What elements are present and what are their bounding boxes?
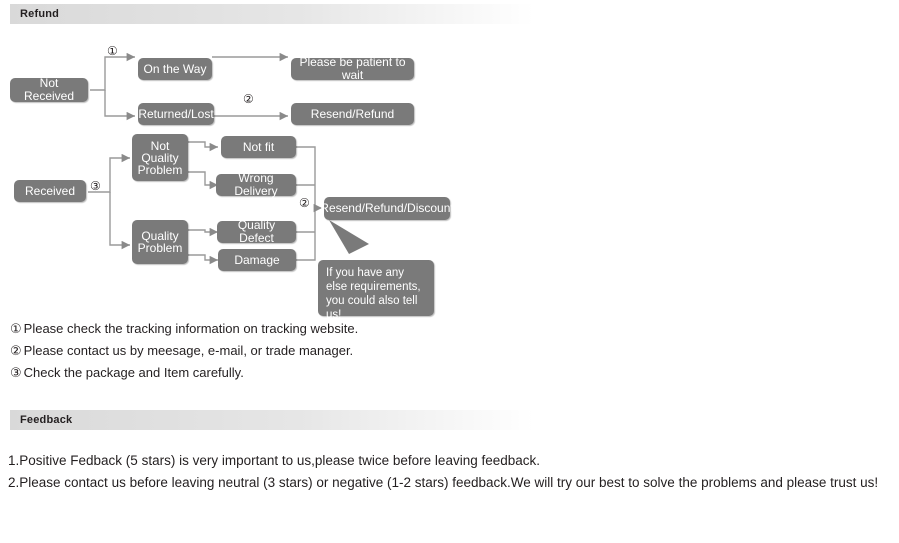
node-wrong-delivery [216,171,296,198]
marker-one: ① [107,44,118,58]
feedback-line-2: 2.Please contact us before leaving neutral (3 stars) or negative (1-2 stars) feedback.We will try our best to solve the problems and please trust us! [8,475,879,490]
node-please-be-patient [291,55,414,82]
node-label: Received [24,183,76,198]
node-damage [218,249,296,271]
note-text: Please contact us by meesage, e-mail, or trade manager. [23,343,354,358]
node-label: Resend/Refund/Discount [320,201,454,215]
note-item [10,318,530,340]
node-label: Not Quality Problem [137,138,183,177]
node-label: Not fit [242,139,275,154]
note-marker: ③ [10,366,22,381]
node-quality-problem [132,220,188,264]
feedback-line-1: 1.Positive Fedback (5 stars) is very important to us,please twice before leaving feedback. [8,453,541,468]
node-received [14,180,86,202]
callout-extra-requirements: If you have any else requirements, you could also tell us! [318,260,434,316]
callout-pointer [325,218,385,258]
refund-notes-list [10,318,530,384]
node-resend-refund [291,103,414,125]
marker-two-top: ② [243,92,254,106]
node-quality-defect [217,218,296,245]
refund-flow-diagram [0,30,560,320]
node-not-received [10,78,88,102]
node-returned-lost [138,103,214,125]
node-label: Quality Defect [237,218,276,245]
refund-section-title: Refund [20,8,60,20]
note-text: Check the package and Item carefully. [23,365,244,380]
node-resend-refund-discount [320,197,454,220]
node-label: On the Way [143,61,207,76]
feedback-section-title: Feedback [20,414,73,426]
feedback-section-header [10,410,534,430]
note-item [10,362,530,384]
node-on-the-way [138,58,212,80]
note-marker: ① [10,322,22,337]
feedback-body [8,450,888,494]
marker-two-bottom: ② [299,196,310,210]
node-label: Resend/Refund [310,106,395,121]
node-label: Not Received [23,76,75,103]
note-item [10,340,530,362]
node-label: Wrong Delivery [234,171,278,198]
node-not-quality-problem [132,134,188,181]
node-label: Quality Problem [137,229,183,255]
node-label: Damage [234,252,280,267]
refund-section-header [10,4,534,24]
note-text: Please check the tracking information on tracking website. [23,321,359,336]
node-not-fit [221,136,296,158]
note-marker: ② [10,344,22,359]
marker-three: ③ [90,179,101,193]
node-label: Please be patient to wait [299,55,406,82]
node-label: Returned/Lost [138,106,214,121]
